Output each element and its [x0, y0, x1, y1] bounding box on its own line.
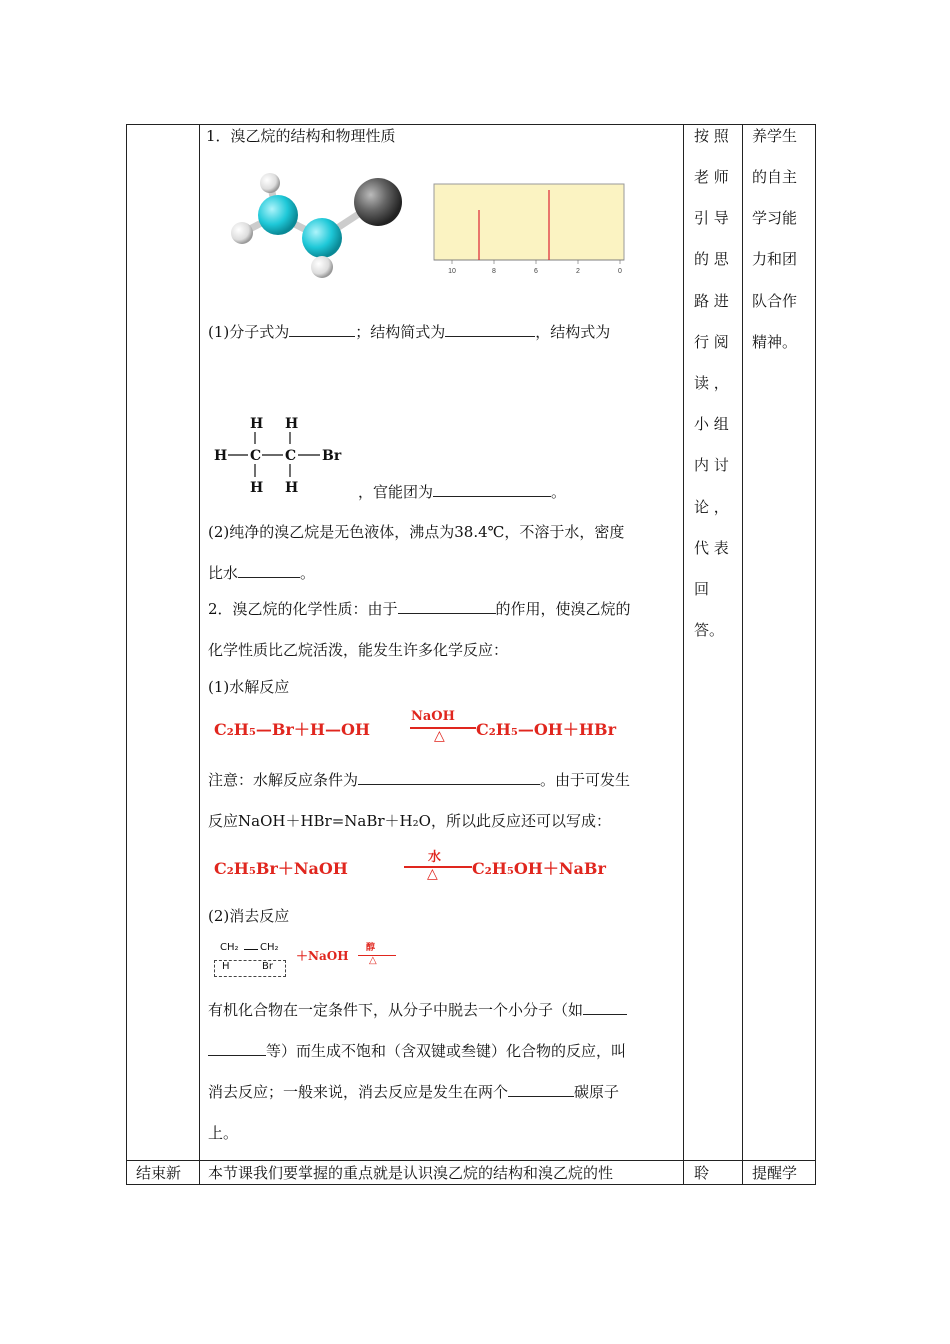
elimination-text-4: 上。 — [208, 1124, 239, 1142]
functional-group-line: ，官能团为 。 — [358, 483, 567, 501]
note-line: 注意：水解反应条件为 。由于可发生 — [208, 771, 631, 789]
svg-text:10: 10 — [448, 268, 456, 275]
elimination-text-2: 等）而生成不饱和（含双键或叁键）化合物的反应，叫 — [208, 1031, 626, 1072]
bromine-atom — [354, 178, 402, 226]
water-arrow — [404, 866, 472, 868]
svg-text:H: H — [250, 480, 264, 496]
hydrolysis-equation: C₂H₅—Br＋H—OH — [214, 720, 370, 739]
elimination-text-1: 有机化合物在一定条件下，从分子中脱去一个小分子（如 — [208, 990, 627, 1031]
question-1-line: (1)分子式为 ；结构简式为 ，结构式为 — [208, 323, 611, 341]
carbon-atom — [258, 195, 298, 235]
elimination-text-3: 消去反应；一般来说，消去反应是发生在两个 碳原子 — [208, 1083, 620, 1101]
question-2-line-b: 比水 。 — [208, 564, 316, 582]
svg-text:8: 8 — [492, 268, 496, 275]
naoh-products: C₂H₅OH＋NaBr — [472, 859, 606, 878]
blank-density[interactable] — [238, 563, 300, 578]
bottom-row-intent: 提醒学 — [752, 1164, 798, 1182]
svg-text:2: 2 — [576, 268, 580, 275]
svg-text:H: H — [285, 416, 299, 432]
blank-functional-group[interactable] — [433, 482, 551, 497]
blank-structural-simple[interactable] — [445, 322, 535, 337]
elimination-heat: △ — [369, 955, 377, 966]
note-line-b: 反应NaOH＋HBr=NaBr＋H₂O，所以此反应还可以写成： — [208, 812, 611, 830]
bottom-row-activity: 聆 — [694, 1164, 710, 1182]
hydrolysis-heat: △ — [434, 728, 445, 744]
bottom-row-content: 本节课我们要掌握的重点就是认识溴乙烷的结构和溴乙烷的性 — [208, 1164, 614, 1182]
bromoethane-ball-stick-model — [222, 170, 412, 280]
alcohol-condition: 醇 — [366, 943, 376, 953]
carbon-atom — [302, 218, 342, 258]
blank-small-molecule[interactable] — [583, 1000, 627, 1015]
svg-text:C: C — [250, 448, 262, 464]
water-heat: △ — [427, 866, 438, 882]
reaction-1-title: (1)水解反应 — [208, 678, 290, 696]
svg-text:C: C — [285, 448, 297, 464]
svg-text:H: H — [285, 480, 299, 496]
elimination-arrow — [358, 955, 396, 956]
svg-text:0: 0 — [618, 268, 622, 275]
svg-text:H: H — [214, 448, 228, 464]
blank-small-molecule-cont[interactable] — [208, 1041, 266, 1056]
blank-molecular-formula[interactable] — [289, 322, 355, 337]
water-condition: 水 — [428, 850, 442, 865]
svg-text:Br: Br — [322, 448, 342, 464]
hydrolysis-equation-naoh: C₂H₅Br＋NaOH — [214, 859, 348, 878]
svg-text:6: 6 — [534, 268, 538, 275]
nmr-spectrum — [428, 182, 632, 277]
svg-text:H: H — [250, 416, 264, 432]
blank-reason[interactable] — [398, 599, 496, 614]
elimination-formula: CH₂ CH₂ H Br — [214, 940, 294, 980]
blank-adjacent[interactable] — [508, 1082, 574, 1097]
bottom-row-stage: 结束新 — [136, 1164, 182, 1182]
elimination-naoh: ＋NaOH — [296, 949, 349, 963]
question-2-line: (2)纯净的溴乙烷是无色液体，沸点为38.4℃，不溶于水，密度 — [208, 523, 625, 541]
blank-condition[interactable] — [358, 770, 540, 785]
section-2-line: 2．溴乙烷的化学性质：由于 的作用，使溴乙烷的 — [208, 600, 631, 618]
hydrolysis-products: C₂H₅—OH＋HBr — [476, 720, 616, 739]
reaction-2-title: (2)消去反应 — [208, 907, 290, 925]
hydrolysis-condition: NaOH — [411, 709, 455, 724]
section-1-title: 1．溴乙烷的结构和物理性质 — [206, 127, 396, 145]
structural-formula — [212, 410, 362, 500]
section-2-line-b: 化学性质比乙烷活泼，能发生许多化学反应： — [208, 641, 509, 659]
